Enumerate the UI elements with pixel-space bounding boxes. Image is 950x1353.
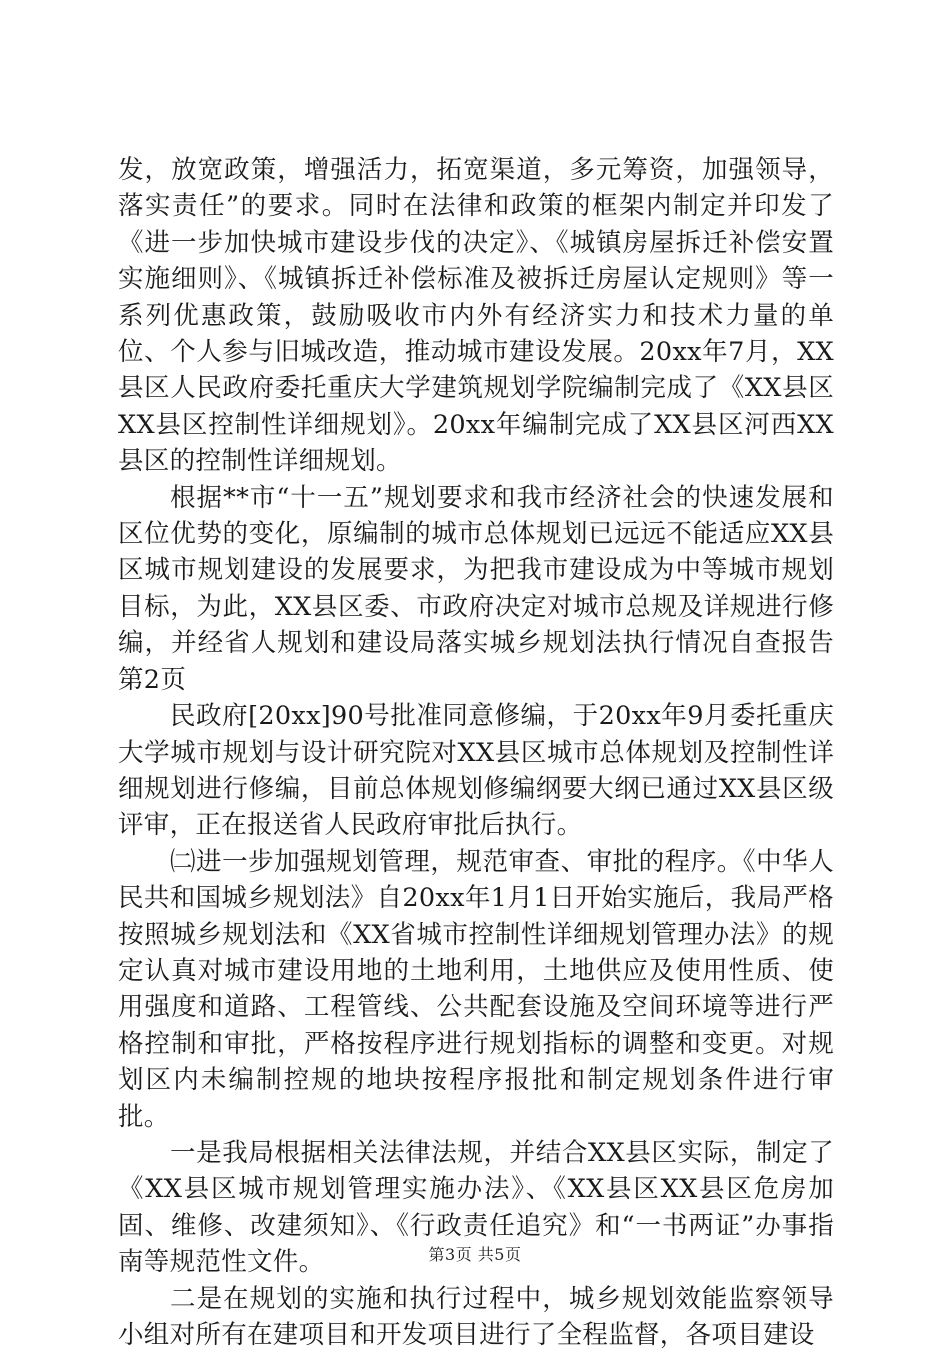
paragraph-4: ㈡进一步加强规划管理，规范审查、审批的程序。《中华人民共和国城乡规划法》自20xx年1月1日开始实施后，我局严格按照城乡规划法和《XX省城市控制性详细规划管理办法》的规定认真对城市建设用地的土地利用，土地供应及使用性质、使用强度和道路、工程管线、公共配套设施及空间环境等进行严格控制和审批，严格按程序进行规划指标的调整和变更。对规划区内未编制控规的地块按程序报批和制定规划条件进行审批。 xyxy=(118,846,834,1132)
paragraph-2: 根据**市“十一五”规划要求和我市经济社会的快速发展和区位优势的变化，原编制的城市总体规划已远远不能适应XX县区城市规划建设的发展要求，为把我市建设成为中等城市规划目标，为此，XX县区委、市政府决定对城市总规及详规进行修编，并经省人规划和建设局落实城乡规划法执行情况自查报告第2页 xyxy=(118,482,834,695)
body-text xyxy=(118,152,834,1353)
paragraph-3: 民政府[20xx]90号批准同意修编，于20xx年9月委托重庆大学城市规划与设计研究院对XX县区城市总体规划及控制性详细规划进行修编，目前总体规划修编纲要大纲已通过XX县区级评审，正在报送省人民政府审批后执行。 xyxy=(118,701,834,841)
paragraph-5: 一是我局根据相关法律法规，并结合XX县区实际，制定了《XX县区城市规划管理实施办法》、《XX县区XX县区危房加固、维修、改建须知》、《行政责任追究》和“一书两证”办事指南等规范性文件。 xyxy=(118,1137,834,1278)
paragraph-1: 发，放宽政策，增强活力，拓宽渠道，多元筹资，加强领导，落实责任”的要求。同时在法律和政策的框架内制定并印发了《进一步加快城市建设步伐的决定》、《城镇房屋拆迁补偿安置实施细则》、《城镇拆迁补偿标准及被拆迁房屋认定规则》等一系列优惠政策，鼓励吸收市内外有经济实力和技术力量的单位、个人参与旧城改造，推动城市建设发展。20xx年7月，XX县区人民政府委托重庆大学建筑规划学院编制完成了《XX县区XX县区控制性详细规划》。20xx年编制完成了XX县区河西XX县区的控制性详细规划。 xyxy=(118,155,834,477)
paragraph-6: 二是在规划的实施和执行过程中，城乡规划效能监察领导小组对所有在建项目和开发项目进行了全程监督，各项目建设 xyxy=(118,1283,834,1350)
page-footer: 第3页 共5页 xyxy=(428,1245,522,1264)
